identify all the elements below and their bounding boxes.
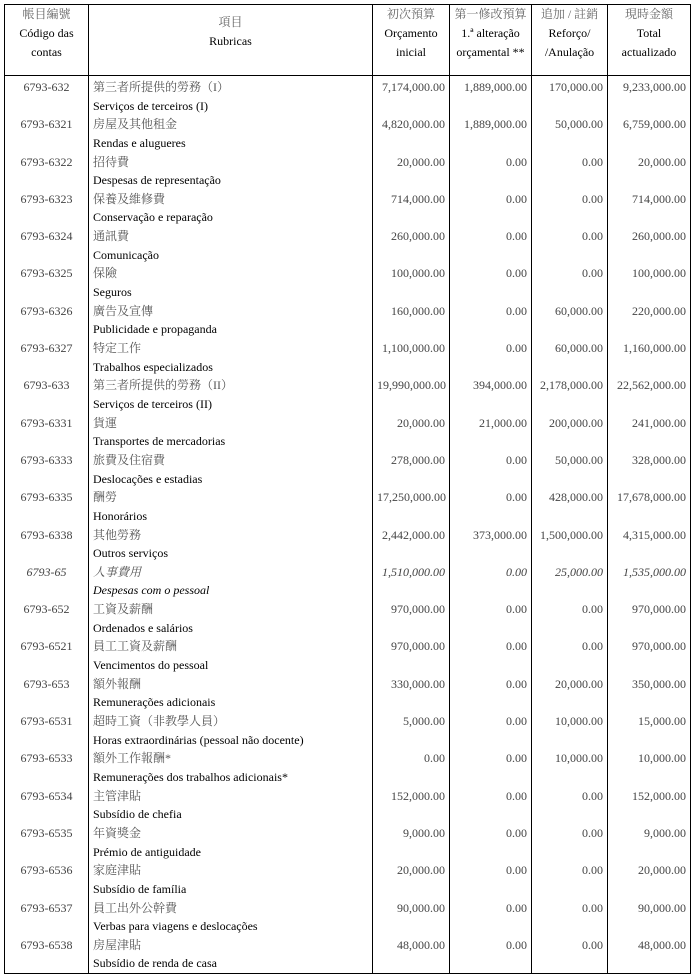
reinforcement: 428,000.00 (532, 488, 608, 525)
rubric (89, 563, 373, 600)
account-code: 6793-6323 (5, 190, 89, 227)
rubric-zh: 額外工作報酬* (93, 751, 172, 766)
rubric-pt: Trabalhos especializados (93, 359, 213, 374)
reinforcement: 10,000.00 (532, 749, 608, 786)
rubric-pt: Honorários (93, 508, 147, 523)
first-amendment: 0.00 (450, 787, 532, 824)
rubric-zh: 廣告及宣傳 (93, 303, 154, 318)
table-row (5, 376, 691, 413)
initial-budget: 160,000.00 (373, 302, 450, 339)
rubric-pt: Serviços de terceiros (I) (93, 98, 208, 113)
table-row (5, 861, 691, 898)
reinforcement: 0.00 (532, 824, 608, 861)
header-rubric (89, 5, 373, 76)
total-updated: 1,535,000.00 (608, 563, 691, 600)
header-label-zh: 初次預算 (386, 7, 435, 21)
table-row (5, 637, 691, 674)
table-row (5, 712, 691, 749)
header-total (608, 5, 691, 76)
account-code: 6793-6338 (5, 526, 89, 563)
table-row (5, 563, 691, 600)
reinforcement: 1,500,000.00 (532, 526, 608, 563)
rubric-pt: Subsídio de chefia (93, 807, 182, 822)
account-code: 6793-652 (5, 600, 89, 637)
rubric (89, 302, 373, 339)
first-amendment: 0.00 (450, 339, 532, 376)
rubric (89, 749, 373, 786)
rubric-pt: Deslocações e estadias (93, 471, 203, 486)
table-row (5, 190, 691, 227)
first-amendment: 0.00 (450, 637, 532, 674)
initial-budget: 330,000.00 (373, 675, 450, 712)
first-amendment: 373,000.00 (450, 526, 532, 563)
rubric-zh: 保險 (93, 266, 118, 281)
total-updated: 20,000.00 (608, 153, 691, 190)
rubric-pt: Serviços de terceiros (II) (93, 396, 212, 411)
first-amendment: 0.00 (450, 190, 532, 227)
rubric (89, 414, 373, 451)
initial-budget: 714,000.00 (373, 190, 450, 227)
initial-budget: 20,000.00 (373, 861, 450, 898)
rubric-pt: Horas extraordinárias (pessoal não docente) (93, 732, 304, 747)
rubric-pt: Despesas com o pessoal (93, 583, 210, 598)
rubric-pt: Publicidade e propaganda (93, 322, 217, 337)
table-header-row (5, 5, 691, 76)
first-amendment: 0.00 (450, 936, 532, 974)
header-label-pt: Orçamento inicial (384, 26, 438, 59)
rubric-zh: 第三者所提供的勞務（II） (93, 378, 233, 393)
account-code: 6793-6327 (5, 339, 89, 376)
first-amendment: 0.00 (450, 451, 532, 488)
account-code: 6793-653 (5, 675, 89, 712)
reinforcement: 170,000.00 (532, 76, 608, 116)
rubric (89, 712, 373, 749)
table-body (5, 76, 691, 974)
first-amendment: 0.00 (450, 488, 532, 525)
header-initial-budget (373, 5, 450, 76)
initial-budget: 278,000.00 (373, 451, 450, 488)
table-row (5, 302, 691, 339)
rubric-pt: Despesas de representação (93, 173, 221, 188)
rubric (89, 899, 373, 936)
rubric-pt: Prémio de antiguidade (93, 844, 201, 859)
rubric-pt: Vencimentos do pessoal (93, 658, 209, 673)
initial-budget: 1,100,000.00 (373, 339, 450, 376)
total-updated: 90,000.00 (608, 899, 691, 936)
initial-budget: 7,174,000.00 (373, 76, 450, 116)
rubric-zh: 年資獎金 (93, 825, 142, 840)
account-code: 6793-6538 (5, 936, 89, 974)
header-label-zh: 帳目編號 (22, 7, 71, 21)
rubric (89, 115, 373, 152)
reinforcement: 50,000.00 (532, 115, 608, 152)
table-row (5, 153, 691, 190)
header-label-pt: 1.ª alteração orçamental ** (456, 26, 525, 59)
first-amendment: 0.00 (450, 153, 532, 190)
table-row (5, 264, 691, 301)
rubric (89, 190, 373, 227)
table-row (5, 824, 691, 861)
table-row (5, 675, 691, 712)
total-updated: 4,315,000.00 (608, 526, 691, 563)
account-code: 6793-6531 (5, 712, 89, 749)
initial-budget: 9,000.00 (373, 824, 450, 861)
reinforcement: 25,000.00 (532, 563, 608, 600)
first-amendment: 0.00 (450, 600, 532, 637)
rubric-pt: Seguros (93, 285, 132, 300)
table-row (5, 899, 691, 936)
header-reinforcement (532, 5, 608, 76)
rubric-zh: 額外報酬 (93, 676, 142, 691)
rubric (89, 936, 373, 974)
total-updated: 22,562,000.00 (608, 376, 691, 413)
header-label-pt: Rubricas (209, 34, 252, 48)
initial-budget: 19,990,000.00 (373, 376, 450, 413)
rubric (89, 153, 373, 190)
rubric-zh: 員工出外公幹費 (93, 900, 178, 915)
rubric-zh: 招待費 (93, 154, 130, 169)
table-row (5, 414, 691, 451)
account-code: 6793-6533 (5, 749, 89, 786)
account-code: 6793-633 (5, 376, 89, 413)
table-row (5, 787, 691, 824)
rubric (89, 637, 373, 674)
account-code: 6793-6536 (5, 861, 89, 898)
table-row (5, 526, 691, 563)
header-label-pt: Código das contas (19, 26, 74, 59)
total-updated: 260,000.00 (608, 227, 691, 264)
account-code: 6793-65 (5, 563, 89, 600)
first-amendment: 0.00 (450, 563, 532, 600)
initial-budget: 260,000.00 (373, 227, 450, 264)
account-code: 6793-6335 (5, 488, 89, 525)
header-label-pt: Total actualizado (621, 26, 677, 59)
reinforcement: 0.00 (532, 861, 608, 898)
rubric-pt: Ordenados e salários (93, 620, 193, 635)
account-code: 6793-6326 (5, 302, 89, 339)
reinforcement: 20,000.00 (532, 675, 608, 712)
reinforcement: 0.00 (532, 787, 608, 824)
rubric-pt: Subsídio de família (93, 881, 187, 896)
rubric (89, 264, 373, 301)
total-updated: 48,000.00 (608, 936, 691, 974)
rubric (89, 376, 373, 413)
rubric-zh: 保養及維修費 (93, 191, 166, 206)
rubric-zh: 員工工資及薪酬 (93, 639, 178, 654)
table-row (5, 488, 691, 525)
table-row (5, 936, 691, 974)
account-code: 6793-6325 (5, 264, 89, 301)
rubric-pt: Verbas para viagens e deslocações (93, 919, 258, 934)
table-row (5, 749, 691, 786)
account-code: 6793-6321 (5, 115, 89, 152)
total-updated: 17,678,000.00 (608, 488, 691, 525)
total-updated: 241,000.00 (608, 414, 691, 451)
rubric (89, 526, 373, 563)
rubric-pt: Comunicação (93, 247, 159, 262)
table-row (5, 115, 691, 152)
rubric-zh: 人事費用 (93, 564, 142, 579)
total-updated: 220,000.00 (608, 302, 691, 339)
table-row (5, 600, 691, 637)
rubric-pt: Remunerações adicionais (93, 695, 216, 710)
rubric-pt: Conservação e reparação (93, 210, 213, 225)
rubric (89, 339, 373, 376)
reinforcement: 0.00 (532, 899, 608, 936)
initial-budget: 970,000.00 (373, 600, 450, 637)
rubric-pt: Rendas e alugueres (93, 135, 186, 150)
rubric (89, 787, 373, 824)
total-updated: 970,000.00 (608, 600, 691, 637)
account-code: 6793-6324 (5, 227, 89, 264)
header-label-zh: 現時金額 (624, 7, 673, 21)
first-amendment: 0.00 (450, 264, 532, 301)
account-code: 6793-6534 (5, 787, 89, 824)
initial-budget: 5,000.00 (373, 712, 450, 749)
first-amendment: 1,889,000.00 (450, 115, 532, 152)
table-row (5, 76, 691, 116)
rubric-zh: 主管津貼 (93, 788, 142, 803)
rubric (89, 76, 373, 116)
rubric-zh: 特定工作 (93, 341, 142, 356)
total-updated: 714,000.00 (608, 190, 691, 227)
account-code: 6793-6537 (5, 899, 89, 936)
reinforcement: 60,000.00 (532, 339, 608, 376)
reinforcement: 0.00 (532, 227, 608, 264)
initial-budget: 100,000.00 (373, 264, 450, 301)
table-row (5, 451, 691, 488)
first-amendment: 0.00 (450, 712, 532, 749)
first-amendment: 0.00 (450, 227, 532, 264)
header-label-pt: Reforço/ /Anulação (544, 26, 595, 59)
initial-budget: 48,000.00 (373, 936, 450, 974)
rubric-zh: 工資及薪酬 (93, 602, 154, 617)
rubric-zh: 第三者所提供的勞務（I） (93, 80, 229, 94)
initial-budget: 4,820,000.00 (373, 115, 450, 152)
account-code: 6793-6521 (5, 637, 89, 674)
initial-budget: 17,250,000.00 (373, 488, 450, 525)
account-code: 6793-6331 (5, 414, 89, 451)
reinforcement: 50,000.00 (532, 451, 608, 488)
total-updated: 152,000.00 (608, 787, 691, 824)
initial-budget: 20,000.00 (373, 414, 450, 451)
rubric-pt: Remunerações dos trabalhos adicionais* (93, 769, 288, 784)
rubric (89, 675, 373, 712)
first-amendment: 21,000.00 (450, 414, 532, 451)
budget-table (4, 4, 691, 974)
total-updated: 100,000.00 (608, 264, 691, 301)
rubric-zh: 其他勞務 (93, 527, 142, 542)
header-label-zh: 追加 / 註銷 (540, 7, 599, 21)
header-label-zh: 第一修改預算 (454, 7, 527, 21)
total-updated: 9,000.00 (608, 824, 691, 861)
reinforcement: 0.00 (532, 153, 608, 190)
initial-budget: 90,000.00 (373, 899, 450, 936)
rubric-zh: 超時工資（非教學人員） (93, 714, 226, 729)
rubric-zh: 房屋及其他租金 (93, 117, 178, 132)
header-label-zh: 項目 (218, 15, 243, 29)
first-amendment: 0.00 (450, 899, 532, 936)
initial-budget: 152,000.00 (373, 787, 450, 824)
total-updated: 970,000.00 (608, 637, 691, 674)
total-updated: 6,759,000.00 (608, 115, 691, 152)
initial-budget: 1,510,000.00 (373, 563, 450, 600)
rubric (89, 227, 373, 264)
first-amendment: 0.00 (450, 824, 532, 861)
rubric-zh: 家庭津貼 (93, 863, 142, 878)
header-account-code (5, 5, 89, 76)
initial-budget: 20,000.00 (373, 153, 450, 190)
rubric-zh: 旅費及住宿費 (93, 452, 166, 467)
reinforcement: 2,178,000.00 (532, 376, 608, 413)
header-first-amendment (450, 5, 532, 76)
total-updated: 350,000.00 (608, 675, 691, 712)
total-updated: 10,000.00 (608, 749, 691, 786)
first-amendment: 0.00 (450, 861, 532, 898)
account-code: 6793-6535 (5, 824, 89, 861)
total-updated: 20,000.00 (608, 861, 691, 898)
total-updated: 15,000.00 (608, 712, 691, 749)
initial-budget: 970,000.00 (373, 637, 450, 674)
reinforcement: 60,000.00 (532, 302, 608, 339)
total-updated: 9,233,000.00 (608, 76, 691, 116)
rubric (89, 824, 373, 861)
account-code: 6793-632 (5, 76, 89, 116)
reinforcement: 10,000.00 (532, 712, 608, 749)
rubric (89, 600, 373, 637)
table-row (5, 339, 691, 376)
rubric-zh: 酬勞 (93, 490, 118, 505)
account-code: 6793-6322 (5, 153, 89, 190)
first-amendment: 0.00 (450, 675, 532, 712)
first-amendment: 0.00 (450, 302, 532, 339)
first-amendment: 0.00 (450, 749, 532, 786)
rubric (89, 861, 373, 898)
rubric (89, 451, 373, 488)
reinforcement: 0.00 (532, 264, 608, 301)
initial-budget: 2,442,000.00 (373, 526, 450, 563)
reinforcement: 200,000.00 (532, 414, 608, 451)
rubric (89, 488, 373, 525)
total-updated: 1,160,000.00 (608, 339, 691, 376)
initial-budget: 0.00 (373, 749, 450, 786)
table-row (5, 227, 691, 264)
first-amendment: 1,889,000.00 (450, 76, 532, 116)
rubric-pt: Outros serviços (93, 546, 168, 561)
rubric-zh: 房屋津貼 (93, 937, 142, 952)
reinforcement: 0.00 (532, 936, 608, 974)
rubric-zh: 貨運 (93, 415, 118, 430)
account-code: 6793-6333 (5, 451, 89, 488)
rubric-pt: Transportes de mercadorias (93, 434, 226, 449)
total-updated: 328,000.00 (608, 451, 691, 488)
first-amendment: 394,000.00 (450, 376, 532, 413)
reinforcement: 0.00 (532, 637, 608, 674)
reinforcement: 0.00 (532, 600, 608, 637)
reinforcement: 0.00 (532, 190, 608, 227)
rubric-zh: 通訊費 (93, 229, 130, 244)
rubric-pt: Subsídio de renda de casa (93, 956, 217, 971)
